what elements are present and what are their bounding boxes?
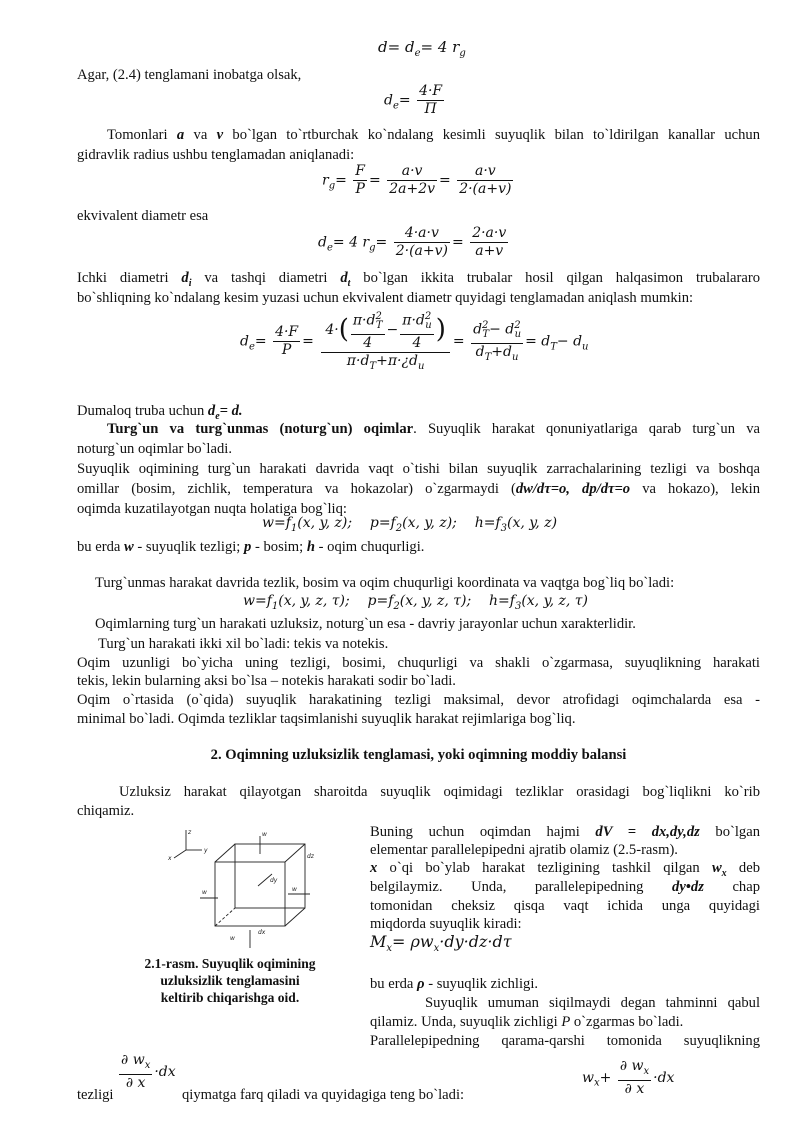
right-col-line4: belgilaymiz. Unda, parallelepipedning dy•dz chap xyxy=(370,879,760,895)
paragraph-uzunligi-line2: tekis, lekin bularning aksi bo`lsa – notekis harakati sodir bo`ladi. xyxy=(77,673,456,689)
axis-label-z: z xyxy=(188,829,192,836)
parallelepiped-figure xyxy=(160,826,330,950)
paragraph-bu-erda: bu erda w - suyuqlik tezligi; p - bosim; h - oqim chuqurligi. xyxy=(77,539,425,555)
axis-label-y: y xyxy=(204,847,208,854)
equation-d-de-rg: $d= d_e= 4$ $r_g$ xyxy=(378,38,466,59)
right-col-line9: qilamiz. Unda, suyuqlik zichligi P o`zgarmas bo`ladi. xyxy=(370,1014,684,1030)
paragraph-oqimining-line1: Suyuqlik oqimining turg`un harakati davrida vaqt o`tishi bilan suyuqlik zarrachalarining tezligi va boshqa xyxy=(77,461,760,477)
paragraph-tomonlari-line2: gidravlik radius ushbu tenglamadan aniqlanadi: xyxy=(77,147,355,163)
paragraph-ekvivalent: ekvivalent diametr esa xyxy=(77,208,209,224)
right-col-line7: bu erda ρ - suyuqlik zichligi. xyxy=(370,976,539,992)
right-col-line8: Suyuqlik umuman siqilmaydi degan tahminni qabul xyxy=(425,995,760,1011)
label-dx: dx xyxy=(258,929,266,936)
paragraph-uzluksiz-line2: chiqamiz. xyxy=(77,803,135,819)
bottom-text: qiymatga farq qiladi va quyidagiga teng bo`ladi: xyxy=(182,1087,465,1103)
equation-wx-plus: $w_x+$ $\frac{\partial w_x}{\partial x}$ ·dx xyxy=(582,1058,675,1097)
paragraph-dumaloq: Dumaloq truba uchun $d_e= d$. xyxy=(77,403,243,422)
equation-de-4rg: $d_e= 4$ $r_g=$ $\frac{4\cdot a\cdot v}{2\cdot(a+v)}$ = $\frac{2\cdot a\cdot v}{a+v}$ xyxy=(318,225,507,259)
right-col-line5: tomonidan cheksiz qisqa vaqt ichida unga quyidagi xyxy=(370,898,760,914)
paragraph-ichki-line1: Ichki diametri $d_i$ va tashqi diametri $d_t$ bo`lgan ikkita trubalar hosil qilgan halqasimon trubalararo xyxy=(77,270,760,289)
label-wz-bottom: w xyxy=(230,935,235,942)
paragraph-ichki-line2: bo`shliqning ko`ndalang kesim yuzasi uchun ekvivalent diametr quyidagi tenglamadan aniqlash mumkin: xyxy=(77,290,694,306)
equation-de: $d_e=$ $\frac{4\cdot F}{\Pi}$ xyxy=(384,83,443,117)
paragraph-ortasida-line1: Oqim o`rtasida (o`qida) suyuqlik harakatining tezligi maksimal, devor atrofidagi oqimchalarda esa - xyxy=(77,692,760,708)
paragraph-turgun-line1: Turg`un va turg`unmas (noturg`un) oqimlar. Suyuqlik harakat qonuniyatlariga qarab turg`un va xyxy=(107,421,760,437)
equation-annulus-de: $d_e=$ $\frac{4\cdot F}{P}$ = 4·( $\frac{\pi\cdot d^2_T}{4}$ − $\frac{\pi\cdot d^2_u}{4}$ ) $\pi\cdot d_T+\pi\cdot¿d_u$ = $\frac{d^2_T- d^2_u}{d_T+d_u}$ = $d_T- d_u$ xyxy=(240,308,589,375)
paragraph-tomonlari-line1: Tomonlari a va v bo`lgan to`rtburchak ko`ndalang kesimli suyuqlik bilan to`ldirilgan kanallar uchun xyxy=(107,127,761,143)
figure-caption: 2.1-rasm. Suyuqlik oqimining uzluksizlik tenglamasini keltirib chiqarishga oid. xyxy=(144,956,316,1005)
label-w-right: w xyxy=(292,886,297,893)
right-col-line6: miqdorda suyuqlik kiradi: xyxy=(370,916,522,932)
equation-steady-functions: $w=f_1(x$, y, z); $p=f_2(x$, y, z); $h=f_3(x$, y, z) xyxy=(262,515,558,534)
equation-unsteady-functions: $w=f_1(x$, y, z, τ); $p=f_2(x$, y, z, τ); $h=f_3(x$, y, z, τ) xyxy=(243,593,589,612)
label-dy: dy xyxy=(270,877,278,884)
axis-label-x: x xyxy=(168,855,172,862)
paragraph-oqimining-line2: omillar (bosim, zichlik, temperatura va hokazolar) o`zgarmaydi (dw/dτ=o, dp/dτ=o va hokazo), lekin xyxy=(77,481,760,497)
label-dz: dz xyxy=(307,853,314,860)
paragraph-turgun-line2: noturg`un oqimlar bo`ladi. xyxy=(77,441,232,457)
bottom-tezligi: tezligi xyxy=(77,1087,114,1103)
equation-rg: $r_g=$ $\frac{F}{P}$ = $\frac{a\cdot v}{2a+2v}$ = $\frac{a\cdot v}{2\cdot(a+v)}$ xyxy=(322,163,512,197)
paragraph-uzluksiz-line1: Uzluksiz harakat qilayotgan sharoitda suyuqlik oqimidagi tezliklar orasidagi bog`liqlikni ko`rib xyxy=(119,784,760,800)
equation-dw-dx: $\frac{\partial w_x}{\partial x}$ ·dx xyxy=(121,1052,176,1091)
section-heading: 2. Oqimning uzluksizlik tenglamasi, yoki oqimning moddiy balansi xyxy=(210,747,627,763)
paragraph-turgunmas: Turg`unmas harakat davrida tezlik, bosim va oqim chuqurligi koordinata va vaqtga bog`liq bo`ladi: xyxy=(95,575,675,591)
right-col-line10: Parallelepipedning qarama-qarshi tomonida suyuqlikning xyxy=(370,1033,760,1049)
equation-mx: $M_x= \rho w_x\cdot dy\cdot dz\cdot d\tau$ xyxy=(370,932,512,955)
paragraph-oqimining-line3: oqimda kuzatilayotgan nuqta holatiga bog`liq: xyxy=(77,501,347,517)
right-col-line1: Buning uchun oqimdan hajmi dV = dx,dy,dz bo`lgan xyxy=(370,824,760,840)
right-col-line2: elementar parallelepipedni ajratib olamiz (2.5-rasm). xyxy=(370,842,678,858)
paragraph-ikki-xil: Turg`un harakati ikki xil bo`ladi: tekis va notekis. xyxy=(98,636,389,652)
paragraph-oqimlarning: Oqimlarning turg`un harakati uzluksiz, noturg`un esa - davriy jarayonlar uchun xarakterlidir. xyxy=(95,616,636,632)
paragraph-uzunligi-line1: Oqim uzunligi bo`yicha uning tezligi, bosimi, chuqurligi va shakli o`zgarmasa, suyuqlikning harakati xyxy=(77,655,760,671)
paragraph-agar: Agar, (2.4) tenglamani inobatga olsak, xyxy=(77,67,302,83)
right-col-line3: x o`qi bo`ylab harakat tezligining tashkil qilgan $w_x$ deb xyxy=(370,860,760,879)
label-w-left: w xyxy=(202,889,207,896)
label-wz-top: w xyxy=(262,831,267,838)
paragraph-ortasida-line2: minimal bo`ladi. Oqimda tezliklar taqsimlanishi suyuqlik harakat rejimlariga bog`liq. xyxy=(77,711,576,727)
